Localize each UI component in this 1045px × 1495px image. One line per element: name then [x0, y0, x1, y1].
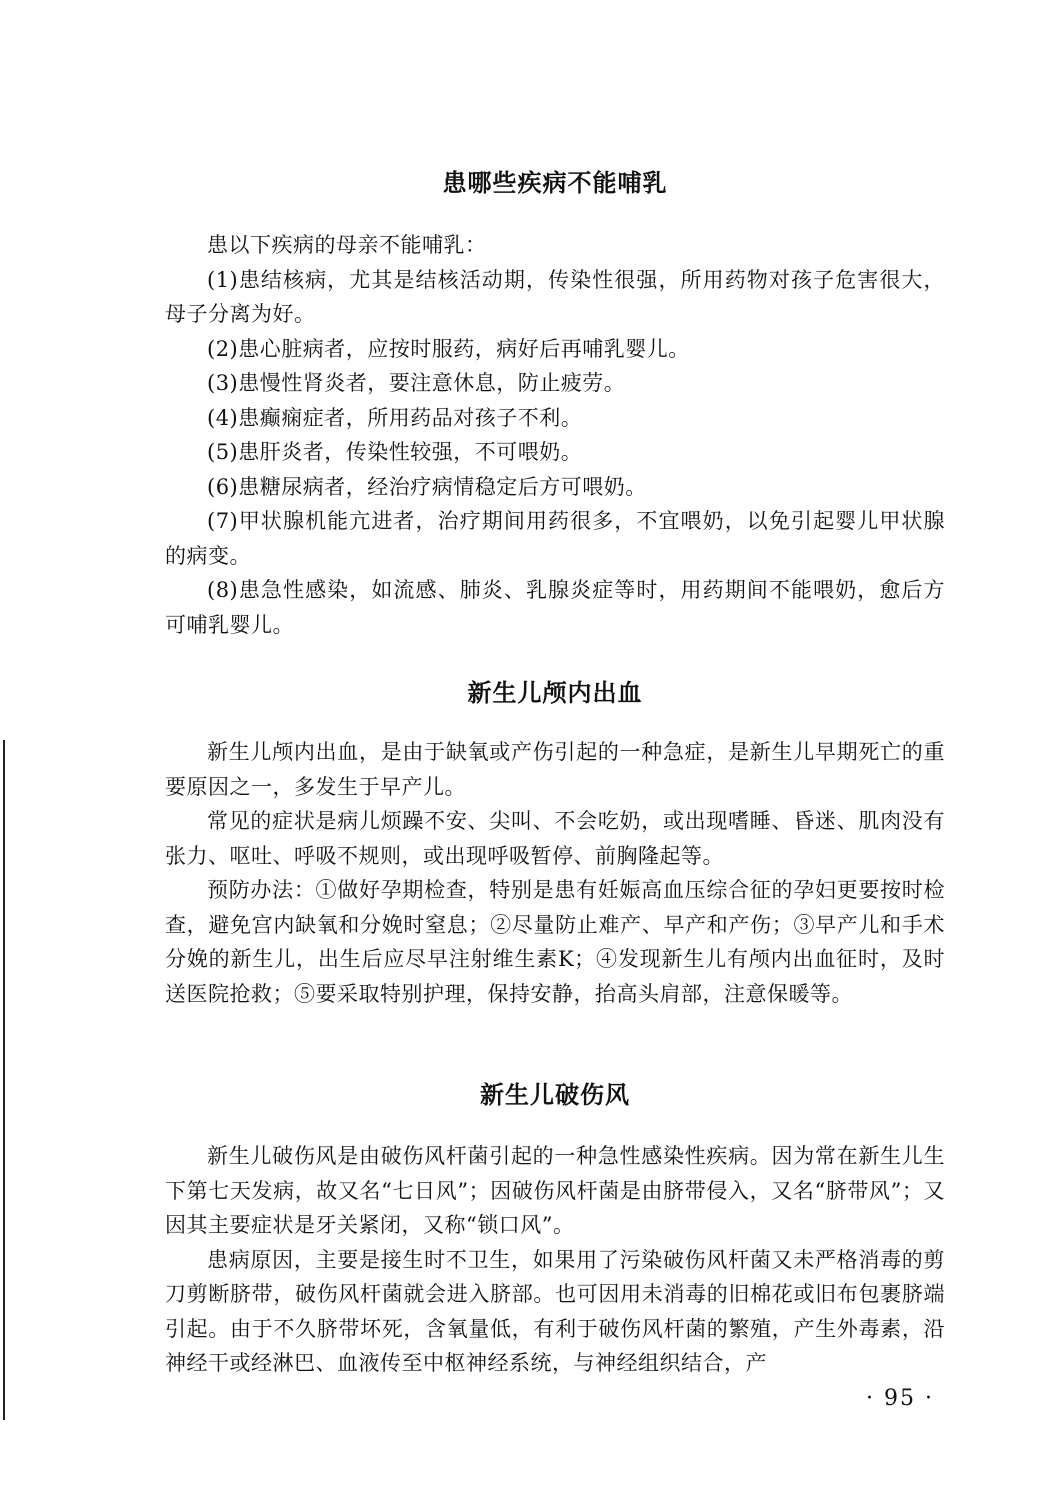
section-title-breastfeeding-diseases: 患哪些疾病不能哺乳: [442, 169, 668, 197]
section-body-neonatal-tetanus: [165, 1139, 945, 1381]
paragraph: 新生儿破伤风是由破伤风杆菌引起的一种急性感染性疾病。因为常在新生儿生下第七天发病，故又名“七日风”；因破伤风杆菌是由脐带侵入，又名“脐带风”；又因其主要症状是牙关紧闭，又称“锁口风”。: [165, 1144, 945, 1237]
paragraph: 预防办法：①做好孕期检查，特别是患有妊娠高血压综合征的孕妇更要按时检查，避免宫内缺氧和分娩时窒息；②尽量防止难产、早产和产伤；③早产儿和手术分娩的新生儿，出生后应尽早注射维生素K；④发现新生儿有颅内出血征时，及时送医院抢救；⑤要采取特别护理，保持安静，抬高头肩部，注意保暖等。: [165, 878, 945, 1006]
paragraph: 新生儿颅内出血，是由于缺氧或产伤引起的一种急症，是新生儿早期死亡的重要原因之一，多发生于早产儿。: [165, 740, 945, 799]
paragraph: (6)患糖尿病者，经治疗病情稳定后方可喂奶。: [207, 474, 647, 499]
section-title-neonatal-intracranial-hemorrhage: 新生儿颅内出血: [467, 679, 643, 707]
section-title-neonatal-tetanus: 新生儿破伤风: [480, 1081, 630, 1109]
book-page: [165, 0, 945, 1495]
section-body-neonatal-intracranial-hemorrhage: [165, 735, 945, 1011]
paragraph: (3)患慢性肾炎者，要注意休息，防止疲劳。: [207, 371, 626, 395]
paragraph: (1)患结核病，尤其是结核活动期，传染性很强，所用药物对孩子危害很大，母子分离为好。: [165, 267, 945, 326]
scan-edge-line: [3, 740, 5, 1420]
paragraph: (7)甲状腺机能亢进者，治疗期间用药很多，不宜喂奶，以免引起婴儿甲状腺的病变。: [165, 509, 945, 568]
paragraph: 常见的症状是病儿烦躁不安、尖叫、不会吃奶，或出现嗜睡、昏迷、肌肉没有张力、呕吐、呼吸不规则，或出现呼吸暂停、前胸隆起等。: [165, 809, 945, 868]
paragraph: (4)患癫痫症者，所用药品对孩子不利。: [207, 405, 583, 430]
paragraph: (5)患肝炎者，传染性较强，不可喂奶。: [207, 440, 583, 464]
paragraph: 患以下疾病的母亲不能哺乳：: [207, 233, 487, 257]
paragraph: (8)患急性感染，如流感、肺炎、乳腺炎症等时，用药期间不能喂奶，愈后方可哺乳婴儿。: [165, 578, 945, 637]
section-body-breastfeeding-diseases: [165, 228, 945, 642]
paragraph: (2)患心脏病者，应按时服药，病好后再哺乳婴儿。: [207, 336, 690, 361]
page-number: · 95 ·: [866, 1386, 934, 1411]
paragraph: 患病原因，主要是接生时不卫生，如果用了污染破伤风杆菌又未严格消毒的剪刀剪断脐带，破伤风杆菌就会进入脐部。也可因用未消毒的旧棉花或旧布包裹脐端引起。由于不久脐带坏死，含氧量低，有利于破伤风杆菌的繁殖，产生外毒素，沿神经干或经淋巴、血液传至中枢神经系统，与神经组织结合，产: [165, 1247, 945, 1375]
